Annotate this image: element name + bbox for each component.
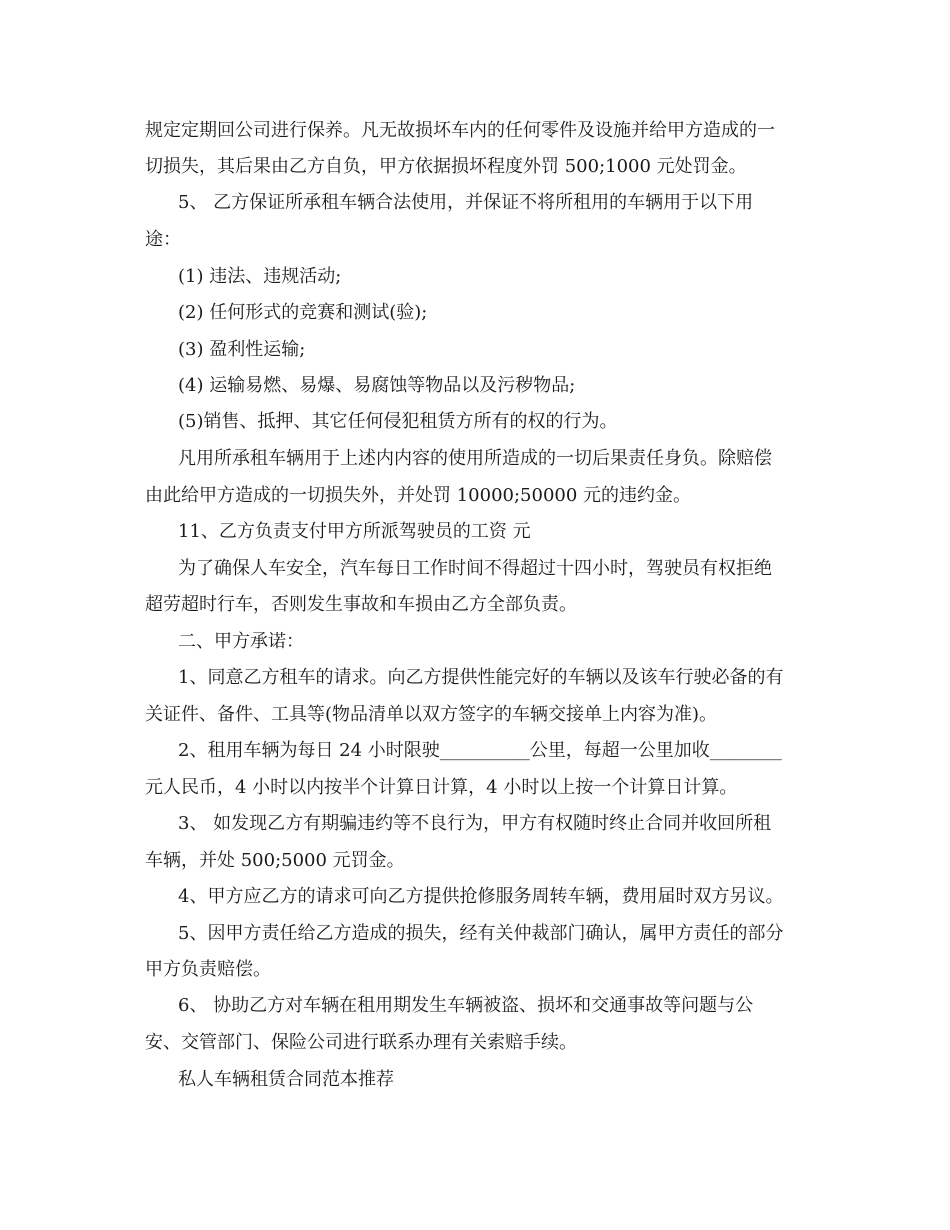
text-line: 关证件、备件、工具等(物品清单以双方签字的车辆交接单上内容为准)。 bbox=[145, 704, 718, 725]
text-line: 由此给甲方造成的一切损失外，并处罚 10000;50000 元的违约金。 bbox=[145, 485, 692, 506]
list-item: (4) 运输易燃、易爆、易腐蚀等物品以及污秽物品; bbox=[178, 375, 576, 396]
list-item: (1) 违法、违规活动; bbox=[178, 266, 342, 287]
list-item: (5)销售、抵押、其它任何侵犯租赁方所有的权的行为。 bbox=[178, 411, 618, 432]
text-line: 5、 乙方保证所承租车辆合法使用，并保证不将所租用的车辆用于以下用 bbox=[178, 192, 754, 213]
text-line: 为了确保人车安全，汽车每日工作时间不得超过十四小时，驾驶员有权拒绝 bbox=[178, 558, 772, 579]
text-line: 2、租用车辆为每日 24 小时限驶__________公里，每超一公里加收________ bbox=[178, 740, 782, 761]
text-line: 甲方负责赔偿。 bbox=[145, 959, 271, 980]
list-item: (3) 盈利性运输; bbox=[178, 339, 306, 360]
text-line: 6、 协助乙方对车辆在租用期发生车辆被盗、损坏和交通事故等问题与公 bbox=[178, 995, 754, 1016]
list-item: (2) 任何形式的竞赛和测试(验); bbox=[178, 302, 428, 323]
text-line: 1、同意乙方租车的请求。向乙方提供性能完好的车辆以及该车行驶必备的有 bbox=[178, 667, 784, 688]
text-line: 5、因甲方责任给乙方造成的损失，经有关仲裁部门确认，属甲方责任的部分 bbox=[178, 923, 784, 944]
section-heading: 二、甲方承诺： bbox=[178, 631, 304, 652]
text-line: 3、 如发现乙方有期骗违约等不良行为，甲方有权随时终止合同并收回所租 bbox=[178, 813, 772, 834]
text-line: 安、交管部门、保险公司进行联系办理有关索赔手续。 bbox=[145, 1032, 577, 1053]
text-line: 凡用所承租车辆用于上述内内容的使用所造成的一切后果责任身负。除赔偿 bbox=[178, 448, 772, 469]
text-line: 4、甲方应乙方的请求可向乙方提供抢修服务周转车辆，费用届时双方另议。 bbox=[178, 886, 784, 907]
text-line: 超劳超时行车，否则发生事故和车损由乙方全部负责。 bbox=[145, 594, 577, 615]
text-line: 途： bbox=[145, 229, 181, 250]
text-line: 规定定期回公司进行保养。凡无故损坏车内的任何零件及设施并给甲方造成的一 bbox=[145, 120, 775, 141]
text-line: 元人民币，4 小时以内按半个计算日计算，4 小时以上按一个计算日计算。 bbox=[145, 777, 738, 798]
text-line: 车辆，并处 500;5000 元罚金。 bbox=[145, 850, 405, 871]
text-line: 切损失，其后果由乙方自负，甲方依据损坏程度外罚 500;1000 元处罚金。 bbox=[145, 156, 747, 177]
text-line: 11、乙方负责支付甲方所派驾驶员的工资 元 bbox=[178, 521, 531, 542]
recommendation-link: 私人车辆租赁合同范本推荐 bbox=[178, 1069, 394, 1090]
